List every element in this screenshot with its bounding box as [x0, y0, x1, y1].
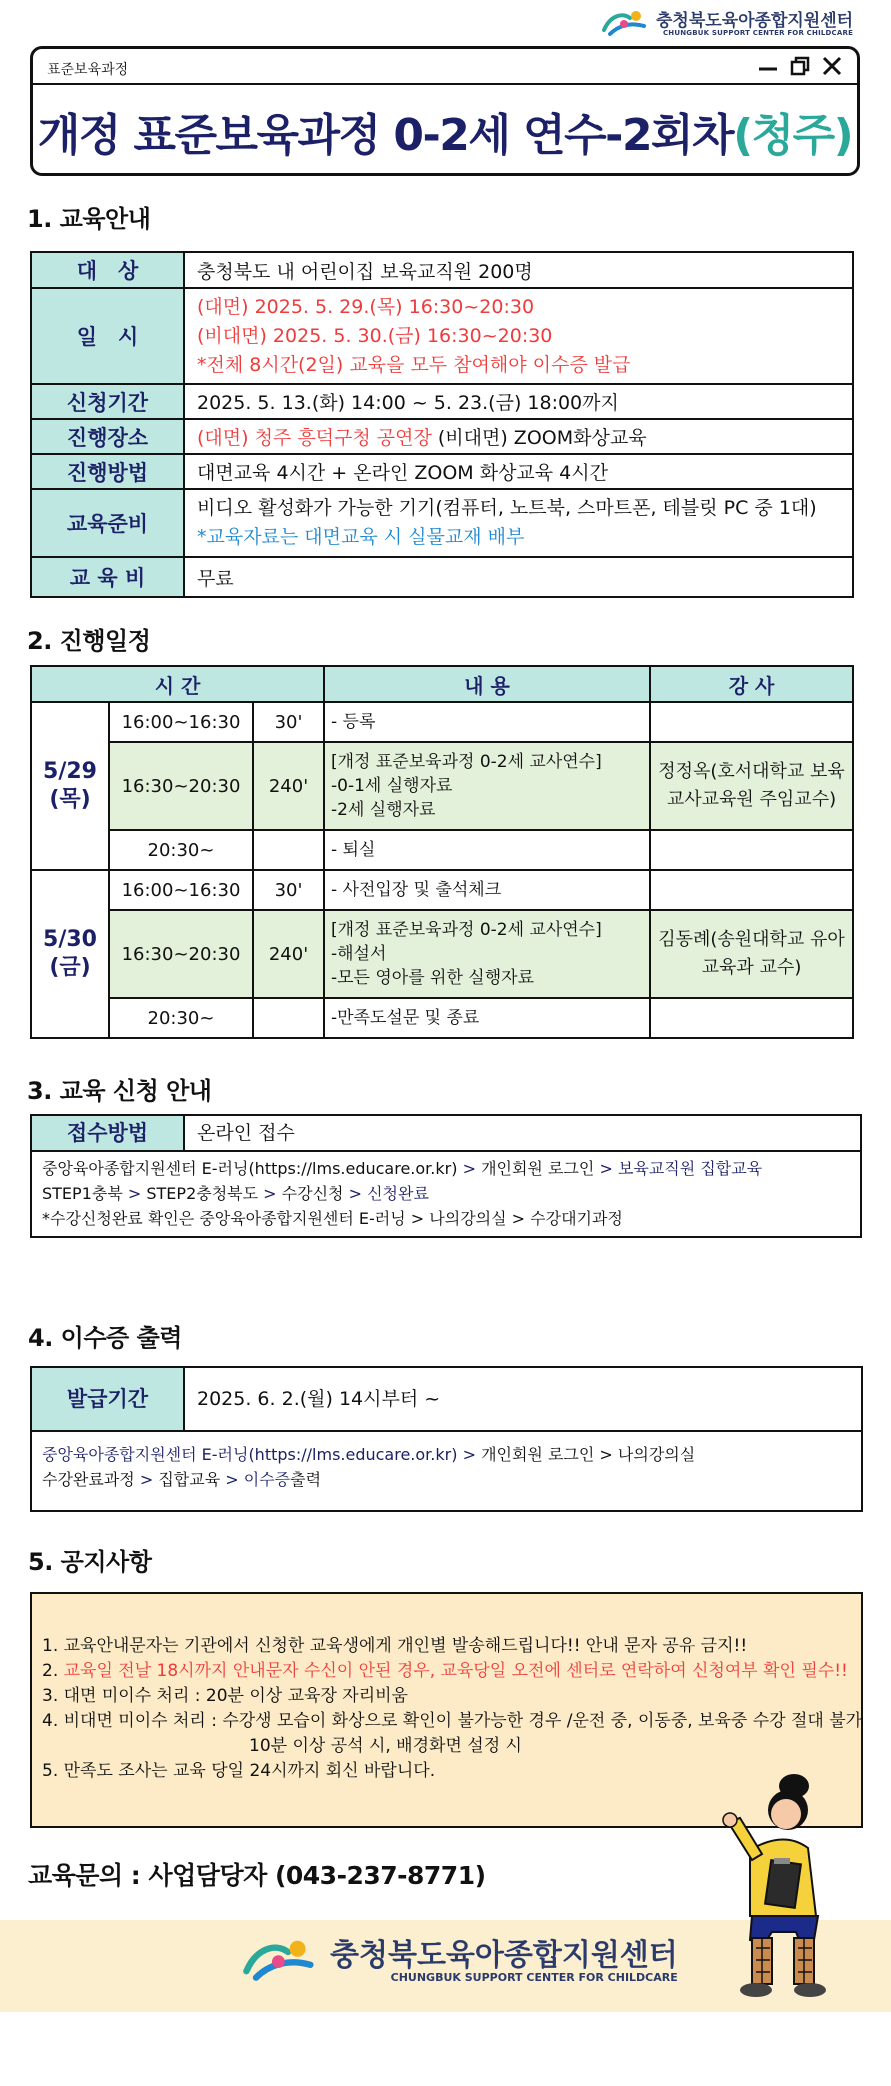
org-name-en: CHUNGBUK SUPPORT CENTER FOR CHILDCARE: [662, 29, 854, 37]
day2-r1-content: - 사전입장 및 출석체크: [324, 870, 650, 910]
day1-date-line-1: 5/29: [43, 759, 97, 784]
notice-item-3: 3. 대면 미이수 처리 : 20분 이상 교육장 자리비움: [42, 1686, 408, 1706]
day1-r1-time: 16:00~16:30: [109, 702, 253, 742]
day2-date-line-2: (금): [49, 955, 91, 980]
window-label: 표준보육과정: [47, 62, 129, 78]
minimize-icon: [757, 55, 779, 81]
day1-r2-content-item-1: -0-1세 실행자료: [331, 776, 453, 796]
notice-item-4: 4. 비대면 미이수 처리 : 수강생 모습이 화상으로 확인이 불가능한 경우 /운전 중, 이동중, 보육중 수강 절대 불가: [42, 1711, 863, 1731]
window-divider: [33, 83, 857, 85]
day2-date: [31, 870, 109, 1038]
elearning-link[interactable]: 중앙육아종합지원센터 E-러닝(https://lms.educare.or.kr): [42, 1159, 458, 1178]
period-value: 2025. 5. 13.(화) 14:00 ~ 5. 23.(금) 18:00까지: [184, 384, 853, 419]
fee-label: 교 육 비: [31, 557, 184, 597]
day1-row-1: [31, 702, 853, 742]
day1-date-line-2: (목): [49, 787, 91, 812]
page-title: [33, 99, 857, 163]
notice-item-5: 5. 만족도 조사는 교육 당일 24시까지 회신 바랍니다.: [42, 1761, 436, 1781]
info-row-period: [31, 384, 853, 419]
page-title-accent: (청주): [733, 110, 853, 161]
close-icon: [821, 55, 843, 81]
apply-box: [30, 1114, 862, 1238]
info-row-target: [31, 252, 853, 288]
info-row-fee: [31, 557, 853, 597]
day2-row-2: [31, 910, 853, 998]
day2-lecturer-line-1: 김동례(송원대학교 유아: [658, 929, 845, 950]
section-1-heading: 1. 교육안내: [27, 205, 151, 233]
venue-offline: (대면) 청주 흥덕구청 공연장: [197, 427, 432, 449]
apply-step-line-2: STEP1충북 > STEP2충청북도 > 수강신청 > 신청완료: [42, 1184, 429, 1203]
day2-r1-duration: 30': [253, 870, 324, 910]
header-time: 시 간: [31, 666, 324, 702]
day2-date-line-1: 5/30: [43, 927, 97, 952]
header-content: 내 용: [324, 666, 650, 702]
day1-row-2: [31, 742, 853, 830]
certificate-step-line-2: 수강완료과정 > 집합교육 > 이수증출력: [42, 1470, 322, 1489]
org-logo-icon: [600, 8, 650, 42]
education-info-table: [30, 251, 854, 598]
day1-lecturer: [650, 742, 853, 830]
day1-r2-content-item-2: -2세 실행자료: [331, 800, 436, 820]
fee-value: 무료: [184, 557, 853, 597]
notice-item-4-cont: 10분 이상 공석 시, 배경화면 설정 시: [249, 1736, 522, 1756]
elearning-link-2[interactable]: 중앙육아종합지원센터 E-러닝(https://lms.educare.or.kr): [42, 1445, 458, 1464]
period-label: 신청기간: [31, 384, 184, 419]
issue-period-value: 2025. 6. 2.(월) 14시부터 ~: [197, 1388, 441, 1410]
target-label: 대 상: [31, 252, 184, 288]
day2-row-1: [31, 870, 853, 910]
prep-line-2: *교육자료는 대면교육 시 실물교재 배부: [197, 526, 525, 548]
day1-r1-duration: 30': [253, 702, 324, 742]
page-title-main: 개정 표준보육과정 0-2세 연수-2회차: [37, 110, 734, 161]
day1-r3-content: - 퇴실: [324, 830, 650, 870]
footer-org-name-en: CHUNGBUK SUPPORT CENTER FOR CHILDCARE: [390, 1971, 678, 1985]
method-value: 대면교육 4시간 + 온라인 ZOOM 화상교육 4시간: [184, 454, 853, 489]
contact-info: 교육문의 : 사업담당자 (043-237-8771): [28, 1861, 486, 1890]
certificate-box: [30, 1366, 863, 1512]
info-row-prep: [31, 489, 853, 557]
apply-step-line-1: 중앙육아종합지원센터 E-러닝(https://lms.educare.or.kr) > 개인회원 로그인 > 보육교직원 집합교육: [42, 1159, 763, 1178]
apply-step-line-3: *수강신청완료 확인은 중앙육아종합지원센터 E-러닝 > 나의강의실 > 수강대기과정: [42, 1209, 623, 1228]
schedule-line-3: *전체 8시간(2일) 교육을 모두 참여해야 이수증 발급: [197, 353, 631, 376]
section-2-heading: 2. 진행일정: [27, 627, 151, 655]
schedule-line-2: (비대면) 2025. 5. 30.(금) 16:30~20:30: [197, 324, 553, 347]
day2-r3-time: 20:30~: [109, 998, 253, 1038]
day2-r2-duration: 240': [253, 910, 324, 998]
org-name-ko: 충청북도육아종합지원센터: [656, 11, 854, 31]
prep-line-1: 비디오 활성화가 가능한 기기(컴퓨터, 노트북, 스마트폰, 테블릿 PC 중 1대): [197, 497, 817, 519]
day2-lecturer-line-2: 교육과 교수): [701, 957, 802, 978]
header-lecturer: 강 사: [650, 666, 853, 702]
section-3-heading: 3. 교육 신청 안내: [27, 1077, 212, 1105]
section-4-heading: 4. 이수증 출력: [28, 1324, 182, 1352]
day1-r2-duration: 240': [253, 742, 324, 830]
schedule-label: 일 시: [31, 288, 184, 384]
org-logo-footer: [240, 1936, 678, 1988]
day1-r2-content-title: [개정 표준보육과정 0-2세 교사연수]: [331, 752, 602, 772]
org-logo-top: [600, 8, 853, 42]
schedule-line-1: (대면) 2025. 5. 29.(목) 16:30~20:30: [197, 295, 535, 318]
day2-r2-content-item-2: -모든 영아를 위한 실행자료: [331, 968, 534, 988]
title-window: [30, 46, 860, 176]
day1-r3-time: 20:30~: [109, 830, 253, 870]
day2-row-3: [31, 998, 853, 1038]
day1-lecturer-line-1: 정정옥(호서대학교 보육: [658, 761, 845, 782]
method-label: 진행방법: [31, 454, 184, 489]
notice-item-2: 2. 교육일 전날 18시까지 안내문자 수신이 안된 경우, 교육당일 오전에 센터로 연락하여 신청여부 확인 필수!!: [42, 1661, 848, 1681]
day2-r2-content-item-1: -해설서: [331, 944, 387, 964]
certificate-step-line-1: 중앙육아종합지원센터 E-러닝(https://lms.educare.or.kr) > 개인회원 로그인 > 나의강의실: [42, 1445, 696, 1464]
day1-lecturer-line-2: 교사교육원 주임교수): [666, 789, 837, 810]
day2-r2-time: 16:30~20:30: [109, 910, 253, 998]
section-5-heading: 5. 공지사항: [28, 1548, 152, 1576]
day1-row-3: [31, 830, 853, 870]
venue-online: (비대면) ZOOM화상교육: [431, 427, 647, 449]
prep-label: 교육준비: [31, 489, 184, 557]
info-row-method: [31, 454, 853, 489]
target-value: 충청북도 내 어린이집 보육교직원 200명: [184, 252, 853, 288]
venue-label: 진행장소: [31, 419, 184, 454]
day2-r2-content-title: [개정 표준보육과정 0-2세 교사연수]: [331, 920, 602, 940]
day2-r3-content: -만족도설문 및 종료: [324, 998, 650, 1038]
day1-r2-time: 16:30~20:30: [109, 742, 253, 830]
day1-date: [31, 702, 109, 870]
apply-login-step: 개인회원 로그인: [481, 1159, 595, 1178]
issue-period-label: 발급기간: [32, 1368, 185, 1430]
info-row-schedule: [31, 288, 853, 384]
maximize-icon: [789, 55, 811, 81]
org-logo-footer-icon: [240, 1936, 320, 1988]
day2-lecturer: [650, 910, 853, 998]
info-row-venue: [31, 419, 853, 454]
apply-method-value: 온라인 접수: [197, 1122, 295, 1144]
apply-method-label: 접수방법: [32, 1116, 185, 1150]
teacher-illustration: [690, 1770, 830, 2000]
apply-course-menu: 보육교직원 집합교육: [617, 1159, 763, 1178]
day1-r1-content: - 등록: [324, 702, 650, 742]
schedule-header-row: [31, 666, 853, 702]
day2-r1-time: 16:00~16:30: [109, 870, 253, 910]
window-controls: [757, 55, 843, 81]
footer-org-name-ko: 충청북도육아종합지원센터: [330, 1938, 678, 1974]
notice-item-1: 1. 교육안내문자는 기관에서 신청한 교육생에게 개인별 발송해드립니다!! 안내 문자 공유 금지!!: [42, 1636, 748, 1656]
schedule-table: [30, 665, 854, 1039]
